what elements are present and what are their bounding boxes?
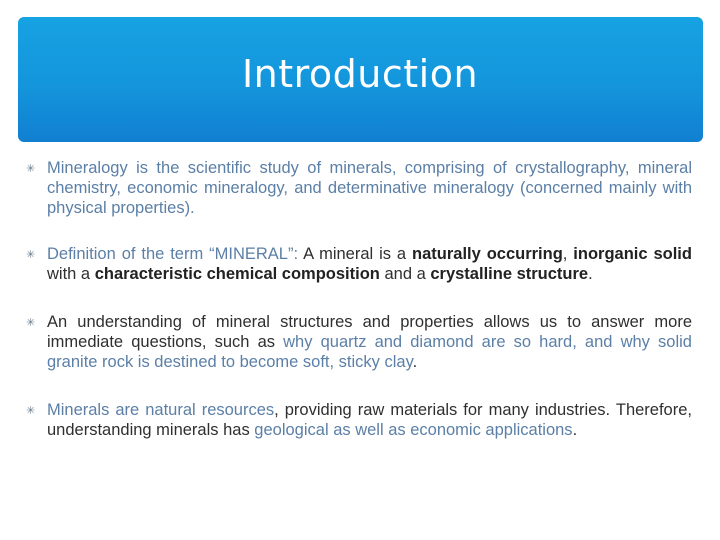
bold-text: characteristic chemical composition xyxy=(94,265,380,283)
asterisk-icon: ✳ xyxy=(26,249,36,261)
bullet-text: A mineral is a xyxy=(298,245,413,263)
bullet-natural-resources xyxy=(22,400,692,440)
bullet-text: with a xyxy=(47,265,95,283)
bullet-text: . xyxy=(572,421,578,439)
bullet-text: . xyxy=(588,265,593,283)
bullet-text: , xyxy=(562,245,574,263)
bullet-text: . xyxy=(412,353,418,371)
highlighted-text: why quartz and diamond are so hard, and why solid granite rock is destined to become soft, sticky clay xyxy=(47,333,692,371)
bullet-text: , providing raw materials for many industries. Therefore, understanding minerals has xyxy=(47,401,692,439)
highlighted-text: Definition of the term “MINERAL”: xyxy=(47,245,299,263)
bullet-text: and a xyxy=(379,265,431,283)
asterisk-icon: ✳ xyxy=(26,317,36,329)
bullet-list xyxy=(22,158,692,440)
asterisk-icon: ✳ xyxy=(26,163,36,175)
bold-text: naturally occurring xyxy=(412,245,563,263)
bullet-mineral-term xyxy=(22,244,692,284)
bullet-text: Mineralogy is the scientific study of minerals, comprising of crystallography, mineral chemistry, economic mineralogy, and determinative mineralogy (concerned mainly with physical properties). xyxy=(47,159,692,217)
asterisk-icon: ✳ xyxy=(26,405,36,417)
highlighted-text: geological as well as economic applications xyxy=(254,421,573,439)
bold-text: crystalline structure xyxy=(430,265,589,283)
slide-title: Introduction xyxy=(241,52,479,96)
bold-text: inorganic solid xyxy=(573,245,692,263)
bullet-text: An understanding of mineral structures and properties allows us to answer more immediate questions, such as xyxy=(47,313,692,351)
bullet-mineralogy-definition xyxy=(22,158,692,218)
bullet-mineral-structures xyxy=(22,312,692,372)
highlighted-text: Minerals are natural resources xyxy=(47,401,275,419)
